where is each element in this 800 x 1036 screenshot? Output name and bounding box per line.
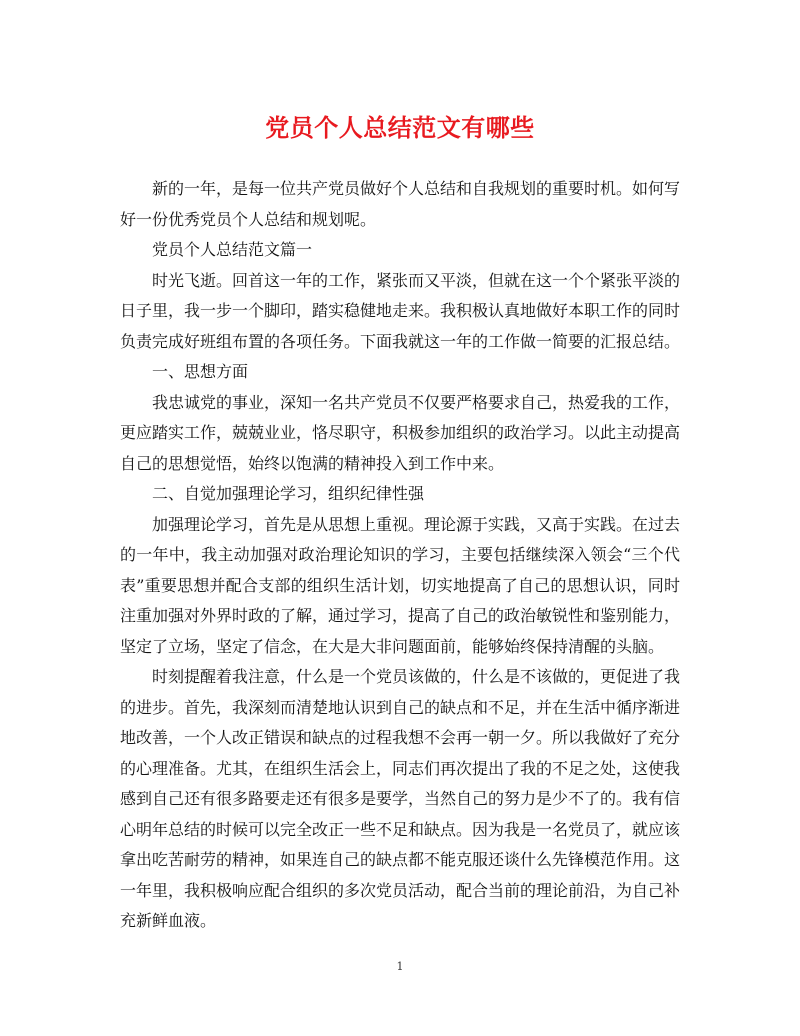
section-heading-theory-study: 二、自觉加强理论学习，组织纪律性强 (152, 484, 425, 503)
paragraph-review: 时光飞逝。回首这一年的工作，紧张而又平淡，但就在这一个个紧张平淡的日子里，我一步一个脚印，踏实稳健地走来。我积极认真地做好本职工作的同时负责完成好班组布置的各项任务。下面我就这一年的工作做一简要的汇报总结。 (120, 270, 681, 351)
document-body (120, 174, 680, 937)
paragraph-self-improvement: 时刻提醒着我注意，什么是一个党员该做的，什么是不该做的，更促进了我的进步。首先，我深刻而清楚地认识到自己的缺点和不足，并在生活中循序渐进地改善，一个人改正错误和缺点的过程我想不会再一朝一夕。所以我做好了充分的心理准备。尤其，在组织生活会上，同志们再次提出了我的不足之处，这使我感到自己还有很多路要走还有很多是要学，当然自己的努力是少不了的。我有信心明年总结的时候可以完全改正一些不足和缺点。因为我是一名党员了，就应该拿出吃苦耐劳的精神，如果连自己的缺点都不能克服还谈什么先锋模范作用。这一年里，我积极响应配合组织的多次党员活动，配合当前的理论前沿，为自己补充新鲜血液。 (120, 667, 681, 930)
page-number: 1 (396, 960, 404, 973)
paragraph-intro: 新的一年，是每一位共产党员做好个人总结和自我规划的重要时机。如何写好一份优秀党员个人总结和规划呢。 (120, 179, 681, 229)
section-heading-ideology: 一、思想方面 (152, 362, 249, 381)
section-heading-sample-one: 党员个人总结范文篇一 (152, 240, 313, 259)
document-title: 党员个人总结范文有哪些 (265, 113, 535, 142)
paragraph-ideology: 我忠诚党的事业，深知一名共产党员不仅要严格要求自己，热爱我的工作，更应踏实工作，兢兢业业，恪尽职守，积极参加组织的政治学习。以此主动提高自己的思想觉悟，始终以饱满的精神投入到工作中来。 (120, 392, 681, 473)
paragraph-theory-study: 加强理论学习，首先是从思想上重视。理论源于实践，又高于实践。在过去的一年中，我主动加强对政治理论知识的学习，主要包括继续深入领会“三个代表”重要思想并配合支部的组织生活计划，切实地提高了自己的思想认识，同时注重加强对外界时政的了解，通过学习，提高了自己的政治敏锐性和鉴别能力，坚定了立场，坚定了信念，在大是大非问题面前，能够始终保持清醒的头脑。 (120, 514, 681, 656)
